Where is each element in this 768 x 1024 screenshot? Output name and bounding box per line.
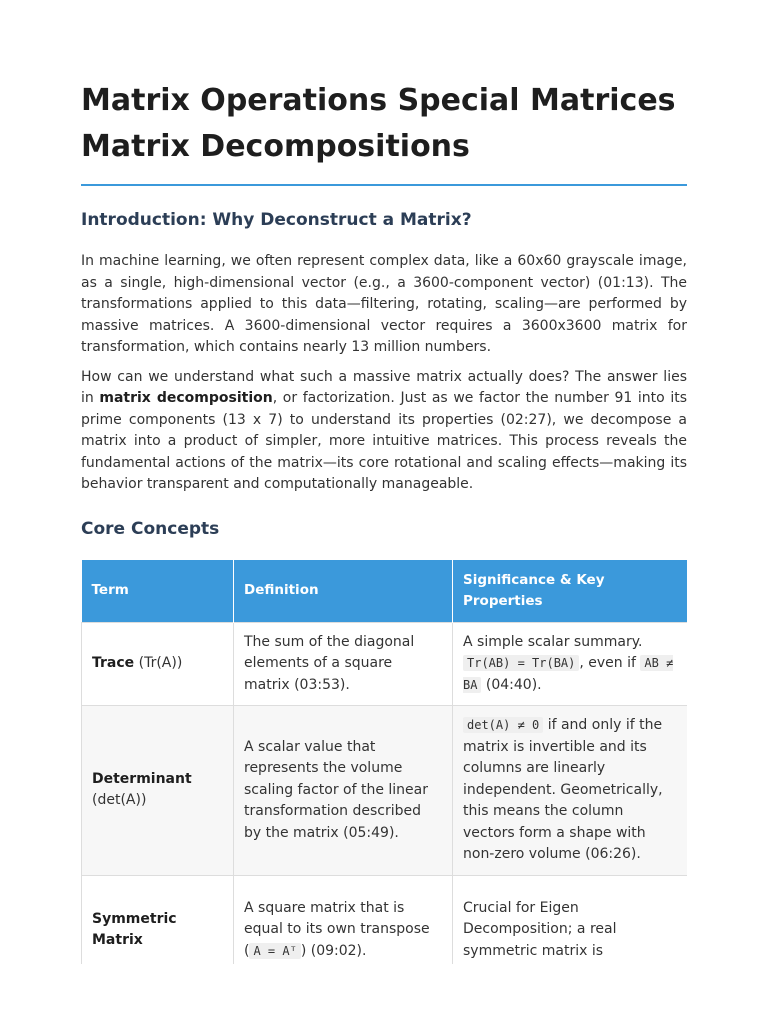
- significance-text: , even if: [579, 655, 641, 671]
- table-header-row: [82, 560, 688, 623]
- intro-p2-bold: matrix decomposition: [99, 390, 273, 406]
- term-cell: [82, 622, 234, 706]
- term-notation: (Tr(A)): [134, 655, 183, 671]
- concepts-heading: Core Concepts: [81, 518, 220, 539]
- term-cell: [82, 875, 234, 964]
- page-title: Matrix Operations Special Matrices Matrix Decompositions: [81, 78, 687, 186]
- intro-paragraph-1: In machine learning, we often represent complex data, like a 60x60 grayscale image, as a single, high-dimensional vector (e.g., a 3600-component vector) (01:13). The transformations applied to this data—filtering, rotating, scaling—are performed by massive matrices. A 3600-dimensional vector requires a 3600x3600 matrix for transformation, which contains nearly 13 million numbers.: [81, 253, 687, 355]
- intro-p2-before: How can we understand what such a massive matrix actually does? The answer lies in: [81, 368, 687, 406]
- term-name: Determinant: [92, 770, 192, 787]
- significance-cell: [453, 622, 688, 706]
- significance-cell: Crucial for Eigen Decomposition; a real symmetric matrix is: [453, 875, 688, 964]
- inline-code: A = Aᵀ: [249, 943, 300, 959]
- intro-p2-after: , or factorization. Just as we factor the number 91 into its prime components (13 x 7) to understand its properties (02:27), we decompose a matrix into a product of simpler, more intuitive matrices. This process reveals the fundamental actions of the matrix—its core rotational and scaling effects—making its behavior transparent and computationally manageable.: [81, 390, 687, 492]
- inline-code: Tr(AB) = Tr(BA): [463, 655, 579, 671]
- term-notation: (det(A)): [92, 792, 147, 809]
- term-cell: [82, 706, 234, 876]
- document-page: [81, 78, 687, 964]
- header-term: Term: [82, 560, 234, 623]
- definition-cell: The sum of the diagonal elements of a square matrix (03:53).: [234, 622, 453, 706]
- table-row: [82, 875, 688, 964]
- concepts-table-wrapper: [81, 560, 687, 964]
- significance-text: (04:40).: [481, 676, 542, 693]
- definition-text: ) (09:02).: [300, 942, 367, 959]
- definition-cell: A scalar value that represents the volume scaling factor of the linear transformation described by the matrix (05:49).: [234, 706, 453, 876]
- definition-cell: [234, 875, 453, 964]
- term-name: Symmetric Matrix: [92, 910, 177, 948]
- header-significance: Significance & Key Properties: [453, 560, 688, 623]
- concepts-table: [81, 560, 687, 964]
- inline-code: det(A) ≠ 0: [463, 717, 543, 733]
- intro-paragraph-2: [81, 367, 687, 496]
- table-row: [82, 622, 688, 706]
- intro-heading: Introduction: Why Deconstruct a Matrix?: [81, 210, 472, 230]
- definition-text: A square matrix that is equal to its own transpose (: [244, 899, 430, 959]
- term-name: Trace: [92, 655, 135, 671]
- header-definition: Definition: [234, 560, 453, 623]
- inline-code: AB ≠ BA: [463, 656, 674, 692]
- table-row: [82, 706, 688, 876]
- significance-cell: [453, 706, 688, 876]
- significance-text: if and only if the matrix is invertible and its columns are linearly independent. Geometrically, this means the column vectors form a shape with non-zero volume (06:26).: [463, 717, 663, 862]
- significance-text: A simple scalar summary.: [463, 633, 643, 650]
